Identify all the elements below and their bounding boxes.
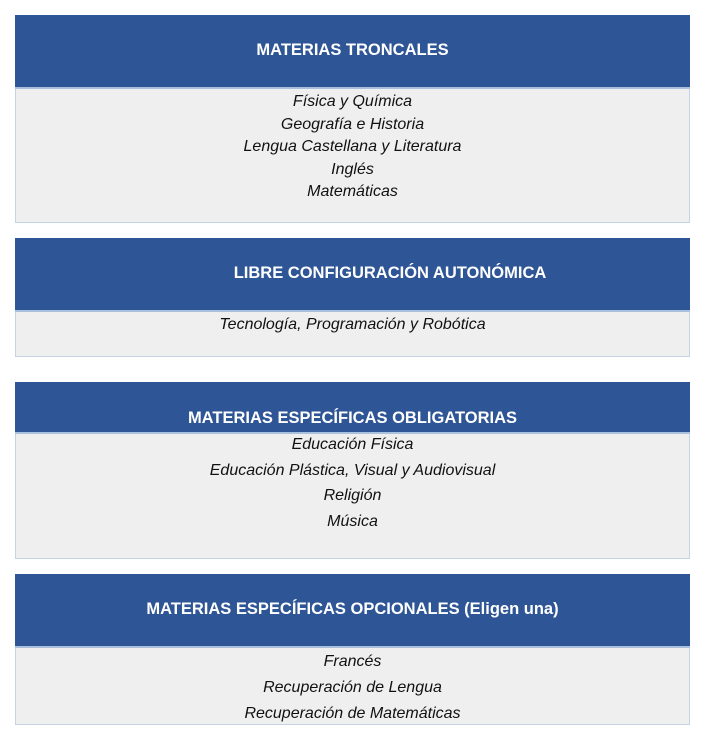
subject-item: Francés [323,653,382,670]
section-header [15,382,690,434]
subject-item: Educación Plástica, Visual y Audiovisual [209,461,496,479]
section-title: MATERIAS ESPECÍFICAS OPCIONALES (Eligen una) [146,600,559,618]
subject-list [16,314,689,336]
section-title: MATERIAS TRONCALES [256,41,449,59]
section-body [15,89,690,223]
subject-item: Recuperación de Lengua [263,679,442,696]
section-header [15,15,690,89]
section-body [15,312,690,357]
subject-item: Física y Química [292,93,413,110]
section-especificas-obligatorias [15,382,690,559]
section-header [15,238,690,312]
subject-item: Lengua Castellana y Literatura [243,138,462,155]
subject-item: Inglés [331,160,374,178]
subject-item: Matemáticas [307,183,398,200]
section-body [15,648,690,725]
subject-item: Música [327,513,378,531]
subject-item: Recuperación de Matemáticas [244,705,461,722]
subject-item: Geografía e Historia [280,115,425,133]
section-libre-configuracion [15,238,690,357]
subject-item: Tecnología, Programación y Robótica [219,316,486,333]
section-materias-troncales [15,15,690,223]
section-especificas-opcionales [15,574,690,725]
section-header [15,574,690,648]
subject-list [16,649,689,727]
section-title: LIBRE CONFIGURACIÓN AUTONÓMICA [233,264,547,282]
subject-item: Educación Física [291,436,414,453]
section-title: MATERIAS ESPECÍFICAS OBLIGATORIAS [187,409,518,427]
subject-item: Religión [323,487,382,505]
subject-list [16,91,689,204]
section-body [15,434,690,559]
subject-list [16,432,689,535]
